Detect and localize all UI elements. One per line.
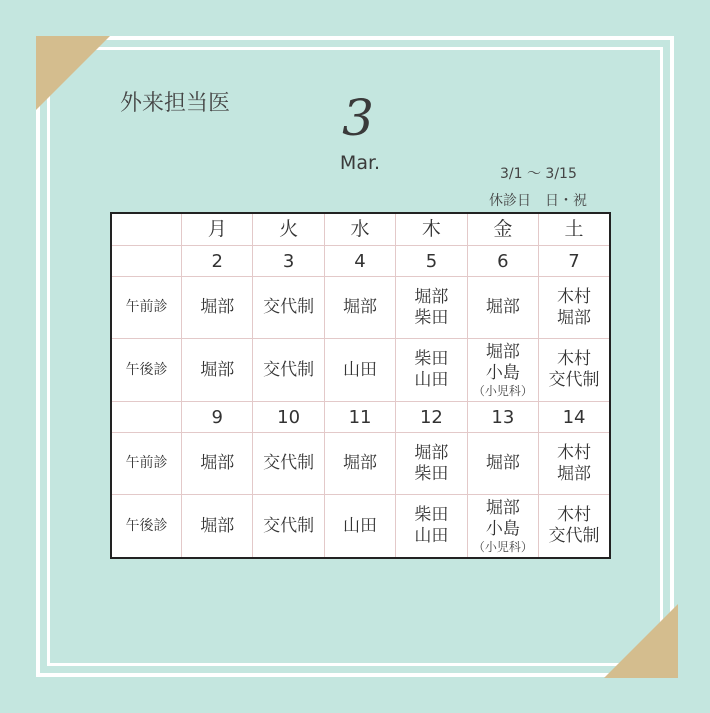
- doctor-name: 堀部: [485, 453, 520, 473]
- doctor-name: 交代制: [263, 297, 315, 317]
- date-cell: 7: [539, 246, 610, 277]
- doctor-cell: [182, 277, 253, 339]
- doctor-name: 山田: [414, 370, 449, 390]
- doctor-name: 堀部: [200, 515, 235, 536]
- schedule-period: 3/1 ～ 3/15: [500, 166, 577, 182]
- weekday-header-row: [111, 213, 610, 246]
- am-row-week1: [111, 277, 610, 339]
- department-note: （小児科）: [472, 540, 533, 554]
- doctor-cell: [396, 433, 467, 495]
- doctor-name: 木村: [557, 442, 592, 463]
- date-cell: 4: [324, 246, 395, 277]
- doctor-name: 柴田: [414, 307, 449, 328]
- doctor-name: 交代制: [548, 526, 600, 546]
- doctor-name: 堀部: [557, 307, 592, 328]
- date-row-label: [111, 402, 182, 433]
- doctor-cell: [182, 495, 253, 559]
- weekday-wed: 水: [324, 213, 395, 246]
- doctor-cell: [253, 495, 324, 559]
- doctor-cell: [539, 495, 610, 559]
- doctor-cell: [324, 495, 395, 559]
- doctor-name: 木村: [557, 349, 592, 369]
- corner-cell: [111, 213, 182, 246]
- doctor-cell: [539, 277, 610, 339]
- holiday-note: [489, 190, 587, 210]
- doctor-cell: [539, 339, 610, 402]
- date-row-week1: [111, 246, 610, 277]
- weekday-thu: 木: [396, 213, 467, 246]
- doctor-name: 小島: [485, 519, 520, 539]
- weekday-mon: 月: [182, 213, 253, 246]
- date-cell: 11: [324, 402, 395, 433]
- doctor-name: 山田: [414, 526, 449, 546]
- date-cell: 13: [467, 402, 538, 433]
- date-cell: 2: [182, 246, 253, 277]
- doctor-cell: [396, 339, 467, 402]
- doctor-name: 堀部: [485, 297, 520, 317]
- weekday-fri: 金: [467, 213, 538, 246]
- pm-row-week2: [111, 495, 610, 559]
- doctor-cell: [467, 277, 538, 339]
- doctor-name: 山田: [343, 359, 378, 380]
- doctor-name: 木村: [557, 505, 592, 525]
- doctor-cell: [539, 433, 610, 495]
- page-title: 外来担当医: [120, 91, 231, 116]
- holiday-label: 休診日: [489, 193, 531, 209]
- am-row-week2: [111, 433, 610, 495]
- doctor-name: 柴田: [414, 505, 449, 525]
- doctor-name: 交代制: [263, 453, 315, 473]
- doctor-name: 堀部: [200, 453, 235, 473]
- doctor-cell: [396, 277, 467, 339]
- doctor-cell: [467, 495, 538, 559]
- department-note: （小児科）: [472, 384, 533, 398]
- date-cell: 5: [396, 246, 467, 277]
- pm-label: 午後診: [111, 339, 182, 402]
- doctor-name: 堀部: [485, 498, 520, 518]
- doctor-cell: [182, 339, 253, 402]
- date-cell: 14: [539, 402, 610, 433]
- doctor-cell: [253, 339, 324, 402]
- corner-ornament-top-left: [36, 36, 110, 110]
- doctor-name: 柴田: [414, 463, 449, 484]
- date-cell: 3: [253, 246, 324, 277]
- date-row-week2: [111, 402, 610, 433]
- doctor-name: 山田: [343, 515, 378, 536]
- month-number: 3: [342, 89, 374, 147]
- weekday-sat: 土: [539, 213, 610, 246]
- am-label: 午前診: [111, 433, 182, 495]
- doctor-name: 堀部: [414, 442, 449, 463]
- doctor-cell: [396, 495, 467, 559]
- date-cell: 9: [182, 402, 253, 433]
- holiday-days: 日・祝: [545, 193, 587, 209]
- doctor-name: 堀部: [343, 453, 378, 473]
- doctor-name: 小島: [485, 363, 520, 383]
- date-cell: 10: [253, 402, 324, 433]
- doctor-name: 堀部: [343, 297, 378, 317]
- date-cell: 12: [396, 402, 467, 433]
- doctor-name: 堀部: [485, 342, 520, 362]
- weekday-tue: 火: [253, 213, 324, 246]
- doctor-name: 堀部: [557, 463, 592, 484]
- doctor-cell: [467, 339, 538, 402]
- doctor-cell: [253, 277, 324, 339]
- month-english: Mar.: [339, 152, 381, 174]
- doctor-cell: [182, 433, 253, 495]
- doctor-name: 堀部: [414, 286, 449, 307]
- doctor-name: 木村: [557, 286, 592, 307]
- doctor-cell: [324, 277, 395, 339]
- corner-ornament-bottom-right: [604, 604, 678, 678]
- doctor-name: 柴田: [414, 349, 449, 369]
- am-label: 午前診: [111, 277, 182, 339]
- doctor-cell: [467, 433, 538, 495]
- date-row-label: [111, 246, 182, 277]
- pm-row-week1: [111, 339, 610, 402]
- schedule-table: [110, 212, 611, 559]
- doctor-name: 堀部: [200, 359, 235, 380]
- doctor-cell: [324, 339, 395, 402]
- doctor-cell: [324, 433, 395, 495]
- doctor-name: 交代制: [548, 370, 600, 390]
- doctor-cell: [253, 433, 324, 495]
- doctor-name: 堀部: [200, 297, 235, 317]
- doctor-name: 交代制: [263, 515, 315, 536]
- date-cell: 6: [467, 246, 538, 277]
- pm-label: 午後診: [111, 495, 182, 559]
- doctor-name: 交代制: [263, 359, 315, 380]
